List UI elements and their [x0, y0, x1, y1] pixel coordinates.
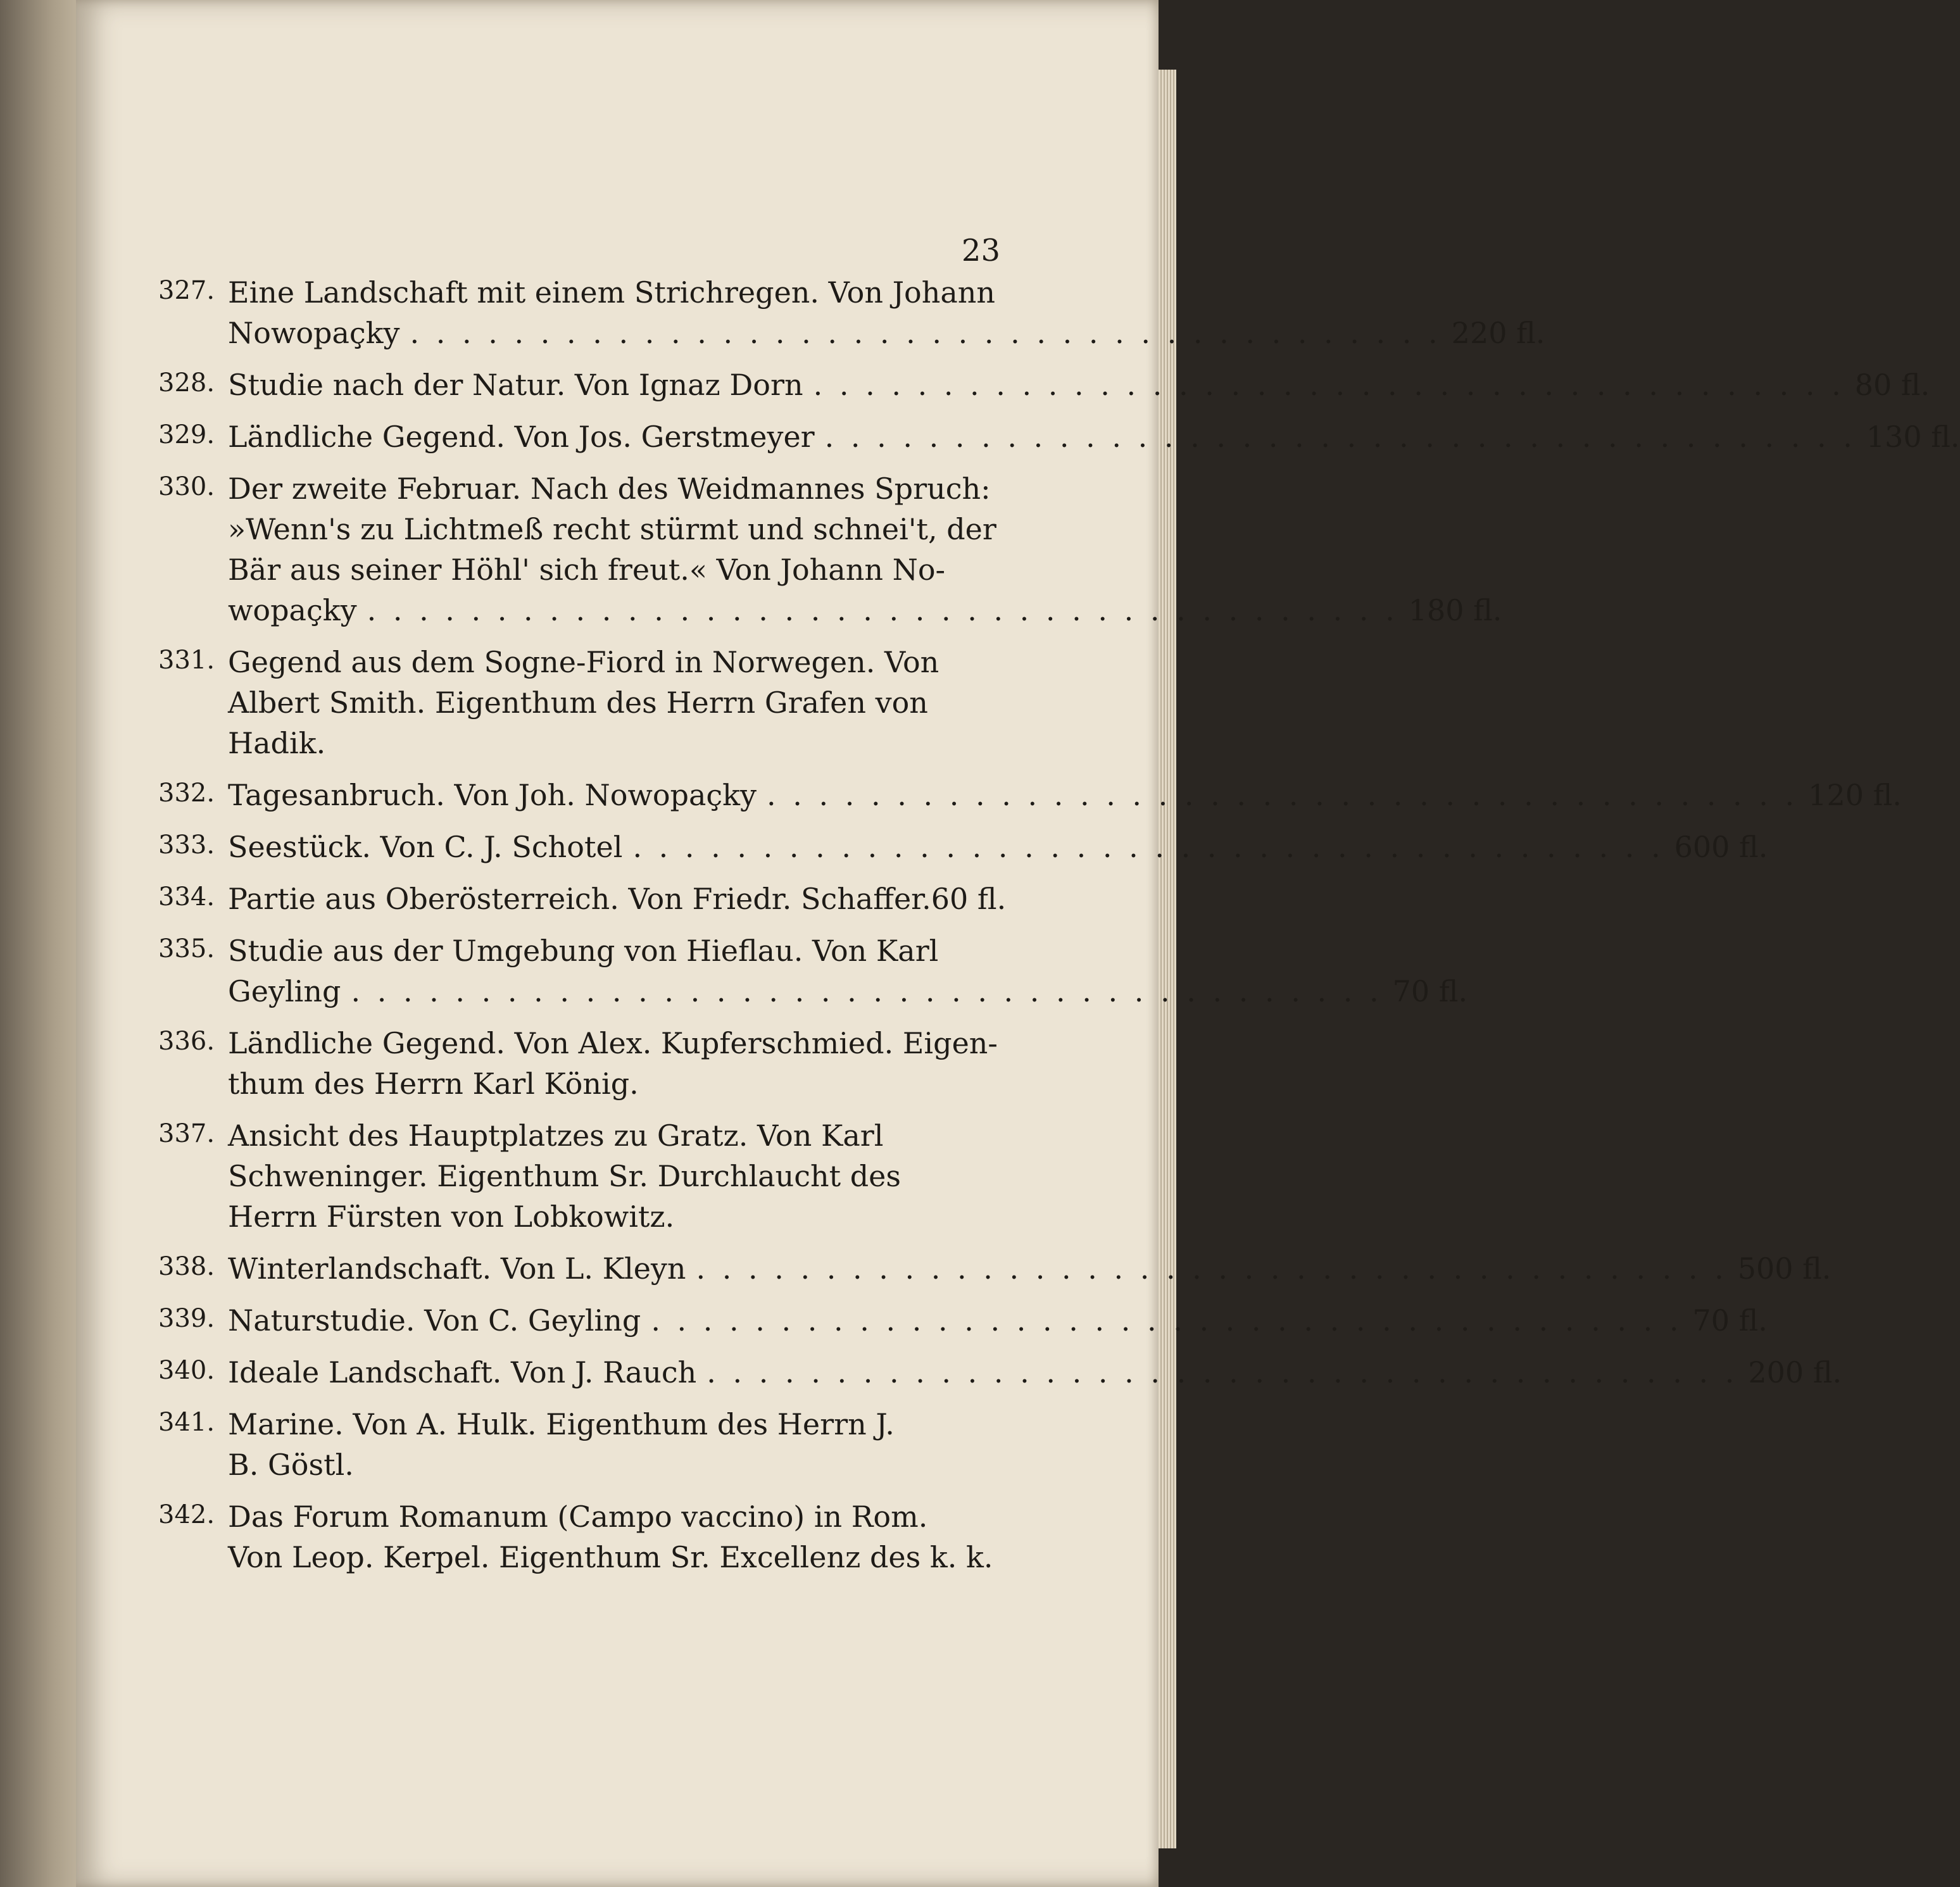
leader-dots: . . . . . . . . . . . . . . . . . . . . . . . . . . . . . . . . . . . . . . . . — [696, 1251, 1728, 1286]
entry-line: Ländliche Gegend. Von Alex. Kupferschmied. Eigen- — [228, 1026, 998, 1060]
catalogue-entry-328 — [158, 365, 1930, 405]
entry-line: Herrn Fürsten von Lobkowitz. — [228, 1200, 675, 1234]
leader-dots: . . . . . . . . . . . . . . . . . . . . . . . . . . . . . . . . . . . . . . . . — [351, 974, 1383, 1008]
entry-text — [228, 1352, 1842, 1393]
entry-text — [228, 931, 1467, 1012]
entry-text — [228, 642, 994, 763]
entry-line-text: Ideale Landschaft. Von J. Rauch — [228, 1355, 697, 1389]
entry-line-text: Tagesanbruch. Von Joh. Nowopaçky — [228, 778, 757, 812]
entry-line: Von Leop. Kerpel. Eigenthum Sr. Excellenz des k. k. — [228, 1540, 993, 1574]
entry-line: B. Göstl. — [228, 1448, 354, 1482]
catalogue-entry-337 — [158, 1115, 994, 1237]
catalogue-entry-333 — [158, 827, 1768, 867]
entry-number: 328. — [158, 368, 215, 398]
entry-line — [228, 1352, 1842, 1393]
entry-number: 340. — [158, 1356, 215, 1385]
entry-price: 220 fl. — [1451, 316, 1545, 350]
entry-line-text: Studie nach der Natur. Von Ignaz Dorn — [228, 368, 803, 402]
entry-line: Das Forum Romanum (Campo vaccino) in Rom. — [228, 1500, 928, 1534]
catalogue-entry-330 — [158, 468, 1502, 630]
entry-line: Hadik. — [228, 726, 326, 760]
entry-price: 200 fl. — [1748, 1355, 1842, 1389]
entry-line: Der zweite Februar. Nach des Weidmannes Spruch: — [228, 472, 991, 506]
entry-text — [228, 1023, 998, 1104]
entry-price: 70 fl. — [1692, 1303, 1768, 1338]
leader-dots: . . . . . . . . . . . . . . . . . . . . . . . . . . . . . . . . . . . . . . . . — [632, 830, 1664, 864]
catalogue-entry-327 — [158, 272, 1545, 353]
entry-line-text: Seestück. Von C. J. Schotel — [228, 830, 623, 864]
leader-dots: . . . . . . . . . . . . . . . . . . . . . . . . . . . . . . . . . . . . . . . . — [707, 1355, 1738, 1389]
entry-number: 333. — [158, 831, 215, 860]
entry-line — [228, 1248, 1831, 1289]
entry-line-text: Geyling — [228, 974, 341, 1008]
leader-dots: . . . . . . . . . . . . . . . . . . . . . . . . . . . . . . . . . . . . . . . . — [410, 316, 1442, 350]
catalogue-entry-339 — [158, 1300, 1768, 1341]
entry-number: 332. — [158, 779, 215, 808]
entry-line-text: Naturstudie. Von C. Geyling — [228, 1303, 641, 1338]
entry-line — [228, 827, 1768, 867]
entry-price: 600 fl. — [1674, 830, 1768, 864]
entry-text — [228, 272, 1545, 353]
entry-number: 338. — [158, 1252, 215, 1281]
page-number: 23 — [961, 233, 1000, 268]
entry-price: 180 fl. — [1408, 593, 1502, 627]
entry-line: Gegend aus dem Sogne-Fiord in Norwegen. Von — [228, 645, 939, 679]
entry-price: 130 fl. — [1866, 420, 1960, 454]
entry-text — [228, 775, 1902, 815]
catalogue-entry-338 — [158, 1248, 1831, 1289]
catalogue-entry-341 — [158, 1404, 994, 1485]
entry-line — [228, 971, 1467, 1012]
entry-line: Studie aus der Umgebung von Hieflau. Von Karl — [228, 934, 939, 968]
entry-number: 335. — [158, 934, 215, 963]
entry-price: 70 fl. — [1392, 974, 1468, 1008]
entry-text — [228, 1248, 1831, 1289]
entry-line-text: Ländliche Gegend. Von Jos. Gerstmeyer — [228, 420, 815, 454]
leader-dots: . . . . . . . . . . . . . . . . . . . . . . . . . . . . . . . . . . . . . . . . — [367, 593, 1398, 627]
entry-number: 336. — [158, 1027, 215, 1056]
leader-dots: . . . . . . . . . . . . . . . . . . . . . . . . . . . . . . . . . . . . . . . . — [824, 420, 1856, 454]
entry-line: »Wenn's zu Lichtmeß recht stürmt und schnei't, der — [228, 512, 996, 546]
entry-price: 80 fl. — [1854, 368, 1930, 402]
entry-text — [228, 468, 1502, 630]
entry-text — [228, 417, 1960, 457]
leader-dots: . . . . . . . . . . . . . . . . . . . . . . . . . . . . . . . . . . . . . . . . — [651, 1303, 1683, 1338]
entry-number: 339. — [158, 1304, 215, 1333]
entry-number: 329. — [158, 420, 215, 449]
entry-line — [228, 590, 1502, 630]
entry-number: 327. — [158, 276, 215, 305]
entry-line — [228, 775, 1902, 815]
catalogue-entries — [158, 272, 1960, 1589]
entry-text — [228, 1300, 1768, 1341]
entry-line: thum des Herrn Karl König. — [228, 1067, 639, 1101]
catalogue-entry-331 — [158, 642, 994, 763]
entry-line: Albert Smith. Eigenthum des Herrn Grafen von — [228, 686, 928, 720]
entry-line — [228, 1300, 1768, 1341]
entry-line-text: Winterlandschaft. Von L. Kleyn — [228, 1251, 686, 1286]
entry-line: Schweninger. Eigenthum Sr. Durchlaucht des — [228, 1159, 901, 1193]
entry-line — [228, 879, 1006, 919]
catalogue-entry-329 — [158, 417, 1960, 457]
entry-line-text: Nowopaçky — [228, 316, 400, 350]
entry-number: 342. — [158, 1500, 215, 1529]
entry-number: 337. — [158, 1119, 215, 1148]
entry-number: 331. — [158, 646, 215, 675]
leader-dots: . . . . . . . . . . . . . . . . . . . . . . . . . . . . . . . . . . . . . . . . — [767, 778, 1799, 812]
entry-text — [228, 879, 1006, 919]
entry-line: Eine Landschaft mit einem Strichregen. Von Johann — [228, 275, 996, 310]
catalogue-entry-340 — [158, 1352, 1842, 1393]
entry-line — [228, 417, 1960, 457]
entry-text — [228, 1496, 994, 1577]
entry-line — [228, 313, 1545, 353]
entry-line-text: wopaçky — [228, 593, 357, 627]
catalogue-entry-335 — [158, 931, 1468, 1012]
entry-text — [228, 827, 1768, 867]
entry-line: Ansicht des Hauptplatzes zu Gratz. Von Karl — [228, 1119, 884, 1153]
entry-text — [228, 1115, 994, 1237]
entry-line: Bär aus seiner Höhl' sich freut.« Von Johann No- — [228, 553, 946, 587]
leader-dots: . . . . . . . . . . . . . . . . . . . . . . . . . . . . . . . . . . . . . . . . — [813, 368, 1845, 402]
entry-line — [228, 365, 1930, 405]
catalogue-entry-332 — [158, 775, 1902, 815]
entry-price: 60 fl. — [931, 882, 1007, 916]
entry-price: 120 fl. — [1808, 778, 1902, 812]
entry-line-text: Partie aus Oberösterreich. Von Friedr. Schaffer. — [228, 882, 931, 916]
catalogue-entry-334 — [158, 879, 1007, 919]
entry-line: Marine. Von A. Hulk. Eigenthum des Herrn J. — [228, 1407, 895, 1441]
entry-number: 334. — [158, 882, 215, 912]
entry-price: 500 fl. — [1737, 1251, 1831, 1286]
entry-text — [228, 365, 1930, 405]
entry-text — [228, 1404, 994, 1485]
entry-number: 330. — [158, 472, 215, 501]
catalogue-entry-336 — [158, 1023, 998, 1104]
entry-number: 341. — [158, 1408, 215, 1437]
catalogue-entry-342 — [158, 1496, 994, 1577]
